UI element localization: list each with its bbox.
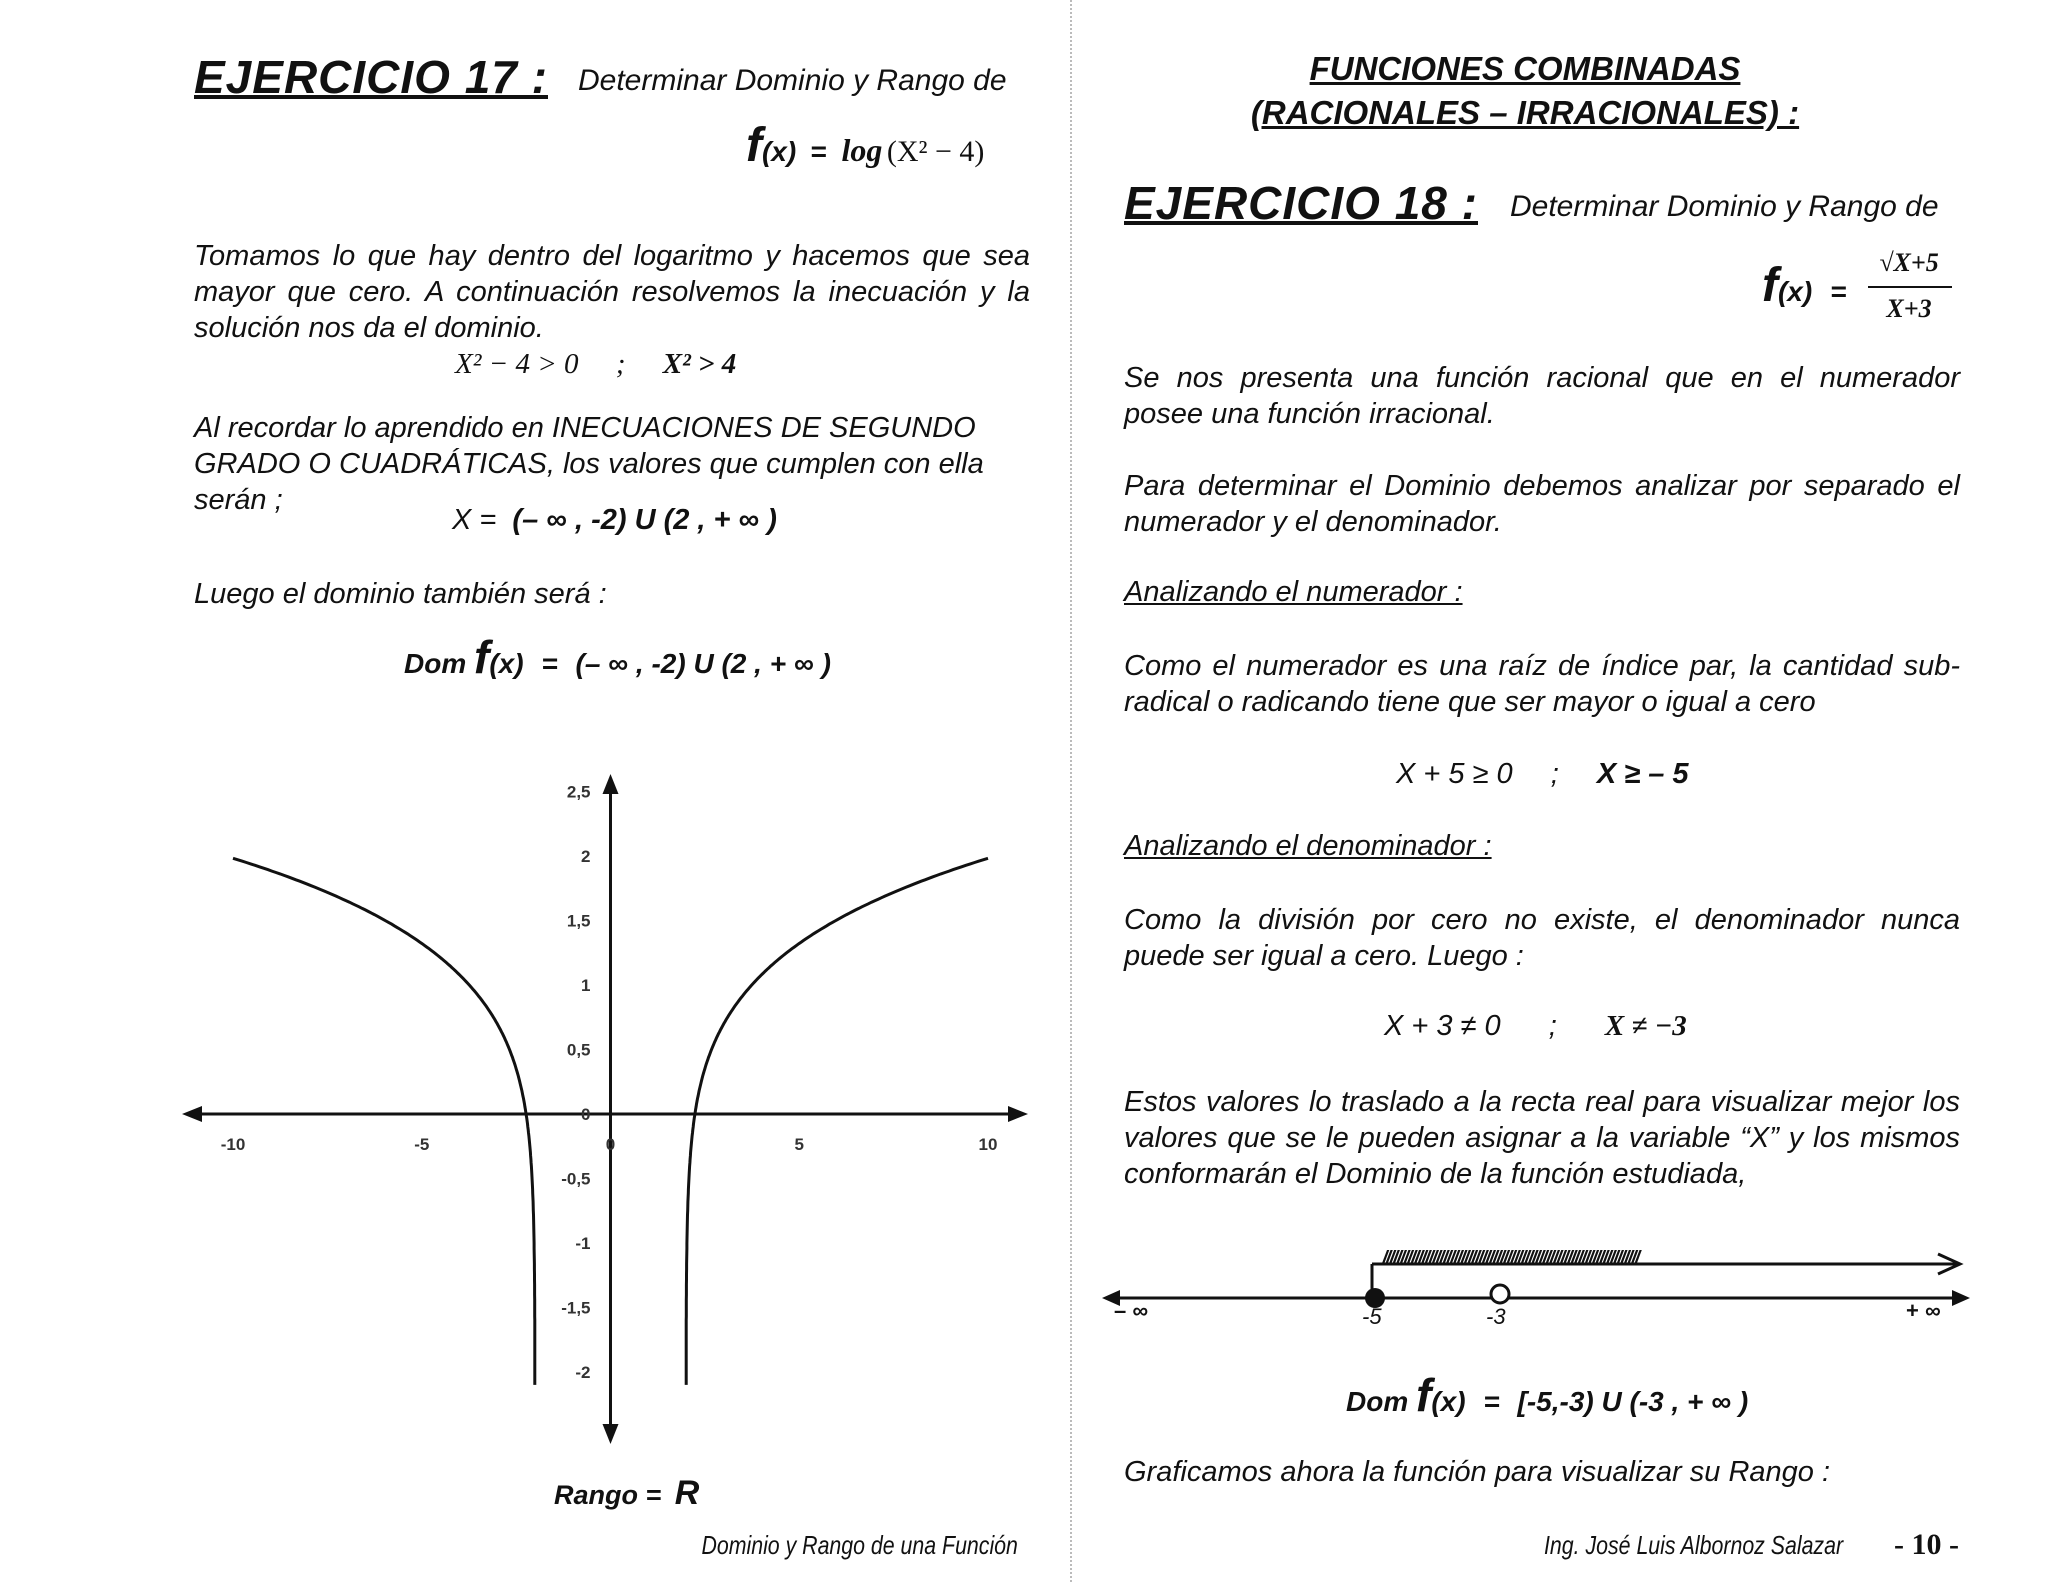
paragraph-analyze: Para determinar el Dominio debemos analizar por separado el numerador y el denominador. <box>1124 470 1960 538</box>
footer-author: Ing. José Luis Albornoz Salazar <box>1544 1530 1844 1560</box>
x-axis-left-arrow-icon <box>182 1106 202 1122</box>
hatch-marks: //////////////////////////////////////////////////////////////////////// <box>1382 1248 1639 1270</box>
fraction-denominator: X+3 <box>1886 294 1932 323</box>
log-function-chart <box>170 760 1050 1460</box>
curve-right-branch <box>686 858 988 1385</box>
x-axis-right-arrow-icon <box>1008 1106 1028 1122</box>
tick-label-minus-5: -5 <box>1362 1304 1382 1329</box>
fraction-numerator: √X+5 <box>1879 248 1939 277</box>
minus-infinity-label: – ∞ <box>1114 1298 1149 1323</box>
paragraph-intro: Tomamos lo que hay dentro del logaritmo y hacemos que sea mayor que cero. A continuación resolvemos la inecuación y la solución nos da el dominio. <box>194 240 1030 344</box>
y-axis-up-arrow-icon <box>603 774 619 794</box>
rango-result-17: Rango = R <box>554 1474 700 1512</box>
y-tick-label: -0,5 <box>561 1169 591 1189</box>
footer-title: Dominio y Rango de una Función <box>701 1530 1018 1560</box>
x-tick-label: 0 <box>605 1135 616 1154</box>
subheading-numerator: Analizando el numerador : <box>1124 576 1463 608</box>
domain-result-17: Dom f(x) = (– ∞ , -2) U (2 , + ∞ ) <box>404 631 831 683</box>
curve-left-branch <box>233 858 535 1385</box>
open-point-minus-3 <box>1491 1285 1509 1303</box>
plus-infinity-label: + ∞ <box>1906 1298 1941 1323</box>
y-tick-label: 1,5 <box>566 911 591 931</box>
subheading-denominator: Analizando el denominador : <box>1124 830 1492 862</box>
paragraph-number-line: Estos valores lo traslado a la recta real para visualizar mejor los valores que se le pueden asignar a la variable “X” y los mismos conformarán el Dominio de la función estudiada, <box>1124 1086 1960 1190</box>
inequality-denominator: X + 3 ≠ 0 ; X ≠ −3 <box>1384 1010 1687 1042</box>
inequality-line: X² − 4 > 0 ; X² > 4 <box>455 348 737 380</box>
x-interval: X = (– ∞ , -2) U (2 , + ∞ ) <box>452 504 777 536</box>
exercise-17-function: f(x) = log (X² − 4) <box>746 119 985 172</box>
y-tick-label: -1,5 <box>561 1298 591 1318</box>
exercise-18-heading: EJERCICIO 18 : <box>1124 177 1478 229</box>
exercise-18-description: Determinar Dominio y Rango de <box>1510 190 1939 223</box>
paragraph-radicand: Como el numerador es una raíz de índice par, la cantidad sub-radical o radicando tiene que ser mayor o igual a cero <box>1124 650 1960 718</box>
paragraph-rational: Se nos presenta una función racional que en el numerador posee una función irracional. <box>1124 362 1960 430</box>
chart-axes <box>182 774 1028 1444</box>
y-tick-label: 2,5 <box>566 782 591 802</box>
y-tick-label: 1 <box>581 976 591 995</box>
page-number: - 10 - <box>1894 1528 1959 1561</box>
exercise-17-heading: EJERCICIO 17 : <box>194 51 548 103</box>
x-tick-label: 10 <box>978 1135 998 1154</box>
paragraph-division: Como la división por cero no existe, el denominador nunca puede ser igual a cero. Luego : <box>1124 904 1960 972</box>
section-title-line2: (RACIONALES – IRRACIONALES) : <box>1250 94 1800 131</box>
y-tick-label: 2 <box>581 847 591 866</box>
right-arrow-icon <box>1952 1290 1970 1306</box>
y-axis-down-arrow-icon <box>603 1424 619 1444</box>
section-title-line1: FUNCIONES COMBINADAS <box>1309 50 1741 87</box>
paragraph-quadratic: Al recordar lo aprendido en INECUACIONES DE SEGUNDO GRADO O CUADRÁTICAS, los valores que cumplen con ella serán ; <box>194 412 984 516</box>
fraction-bar <box>1868 286 1952 288</box>
x-tick-label: -5 <box>414 1135 430 1154</box>
inequality-numerator: X + 5 ≥ 0 ; X ≥ – 5 <box>1396 758 1689 790</box>
paragraph-domain-also: Luego el dominio también será : <box>194 578 607 610</box>
x-tick-label: 5 <box>794 1135 804 1154</box>
y-tick-label: -2 <box>575 1363 591 1382</box>
x-tick-label: -10 <box>220 1135 246 1154</box>
domain-result-18: Dom f(x) = [-5,-3) U (-3 , + ∞ ) <box>1346 1369 1749 1421</box>
y-tick-label: -1 <box>575 1234 591 1253</box>
y-tick-label: 0,5 <box>566 1040 591 1060</box>
exercise-17-description: Determinar Dominio y Rango de <box>578 64 1007 97</box>
paragraph-graph-range: Graficamos ahora la función para visualizar su Rango : <box>1124 1456 1831 1488</box>
tick-label-minus-3: -3 <box>1486 1304 1506 1329</box>
y-tick-label: 0 <box>581 1105 591 1124</box>
page-divider <box>1070 0 1072 1582</box>
